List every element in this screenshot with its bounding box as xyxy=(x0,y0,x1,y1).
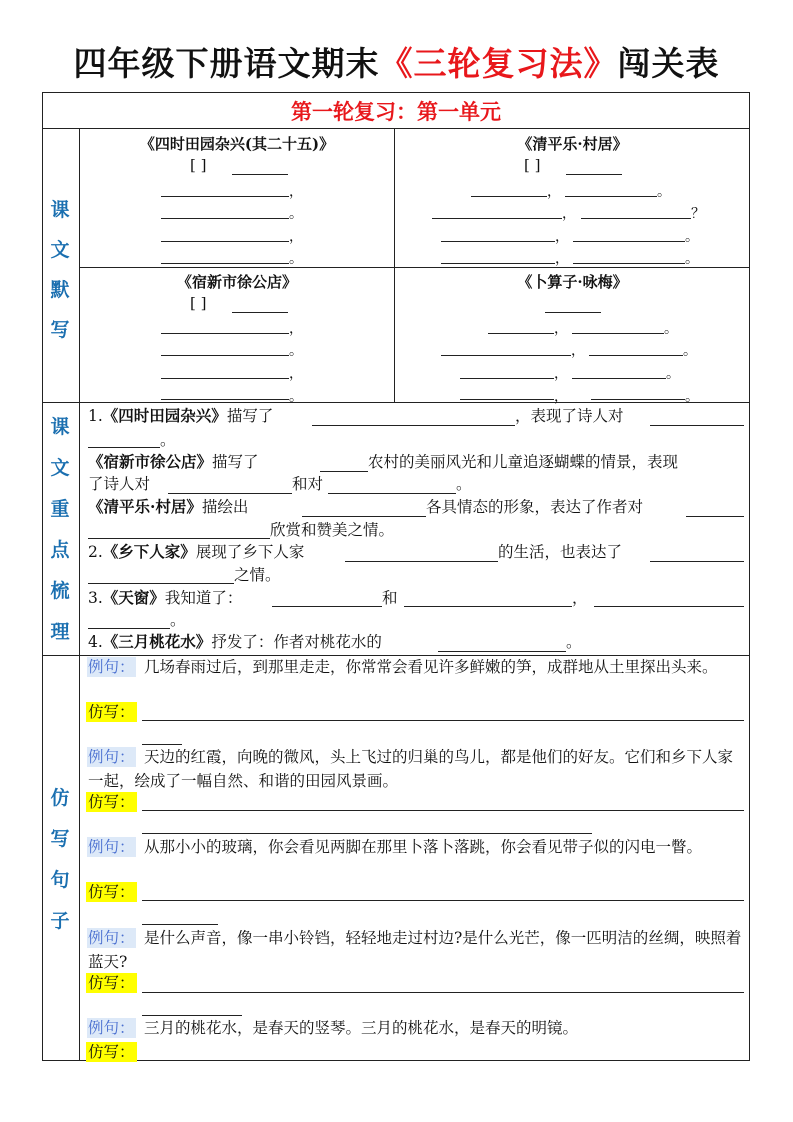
blank-line[interactable] xyxy=(572,378,666,379)
blank-line[interactable] xyxy=(432,218,562,219)
blank-line[interactable] xyxy=(88,628,170,629)
decor-line xyxy=(142,833,592,834)
blank-line[interactable] xyxy=(471,196,547,197)
imitate-label: 仿写： xyxy=(88,793,135,811)
example-label: 例句： xyxy=(88,748,135,766)
blank-line[interactable] xyxy=(161,378,289,379)
imitate-label: 仿写： xyxy=(88,974,135,992)
answer-line[interactable] xyxy=(142,900,744,901)
poem-title: 《宿新市徐公店》 xyxy=(176,273,297,291)
blank-line[interactable] xyxy=(161,399,289,400)
title-highlight: 《三轮复习法》 xyxy=(379,44,618,83)
blank-line[interactable] xyxy=(272,606,382,607)
blank-line[interactable] xyxy=(88,447,160,448)
unit-title: 第一轮复习：第一单元 xyxy=(291,100,501,124)
worksheet-table xyxy=(42,92,750,1061)
answer-line[interactable] xyxy=(142,810,744,811)
author-blank[interactable] xyxy=(232,174,288,175)
blank-line[interactable] xyxy=(686,516,744,517)
blank-line[interactable] xyxy=(650,561,744,562)
author-blank[interactable] xyxy=(566,174,622,175)
summary-line-5: 3.《天窗》我知道了： xyxy=(88,588,243,607)
blank-line[interactable] xyxy=(572,333,664,334)
blank-line[interactable] xyxy=(438,651,566,652)
blank-line[interactable] xyxy=(441,263,555,264)
blank-line[interactable] xyxy=(650,425,744,426)
example-label: 例句： xyxy=(88,1019,135,1037)
title-suffix: 闯关表 xyxy=(617,44,720,83)
page-title xyxy=(0,38,793,85)
poem-title: 《四时田园杂兴(其二十五)》 xyxy=(139,135,335,153)
example-label: 例句： xyxy=(88,658,135,676)
blank-line[interactable] xyxy=(302,516,426,517)
blank-line[interactable] xyxy=(161,196,289,197)
example-sentence: 是什么声音，像一串小铃铛，轻轻地走过村边?是什么光芒，像一匹明洁的丝绸，映照着蓝天? xyxy=(88,929,742,971)
author-bracket: [ ] xyxy=(524,156,541,174)
blank-line[interactable] xyxy=(345,561,498,562)
blank-line[interactable] xyxy=(404,606,572,607)
answer-line[interactable] xyxy=(142,1060,664,1061)
answer-line[interactable] xyxy=(142,992,744,993)
summary-line-1: 1.《四时田园杂兴》描写了 xyxy=(88,406,274,425)
blank-line[interactable] xyxy=(460,399,554,400)
blank-line[interactable] xyxy=(88,583,234,584)
section-label-recite: 课 文 默 写 xyxy=(50,199,70,341)
summary-line-2: 《宿新市徐公店》描写了 xyxy=(88,452,259,471)
blank-line[interactable] xyxy=(594,606,744,607)
example-label: 例句： xyxy=(88,929,135,947)
imitate-label: 仿写： xyxy=(88,883,135,901)
blank-line[interactable] xyxy=(441,355,571,356)
poem-title: 《清平乐·村居》 xyxy=(517,135,628,153)
section-label-summary: 课 文 重 点 梳 理 xyxy=(50,416,70,643)
example-sentence: 几场春雨过后，到那里走走，你常常会看见许多鲜嫩的笋，成群地从土里探出头来。 xyxy=(144,658,718,676)
blank-line[interactable] xyxy=(573,241,685,242)
author-blank[interactable] xyxy=(545,312,601,313)
blank-line[interactable] xyxy=(161,241,289,242)
blank-line[interactable] xyxy=(488,333,554,334)
poem-divider xyxy=(79,267,750,268)
answer-line[interactable] xyxy=(142,720,744,721)
blank-line[interactable] xyxy=(168,493,292,494)
blank-line[interactable] xyxy=(573,263,685,264)
poem-divider xyxy=(394,128,395,402)
blank-line[interactable] xyxy=(328,493,456,494)
title-prefix: 四年级下册语文期末 xyxy=(73,44,380,83)
decor-line xyxy=(142,924,218,925)
imitate-label: 仿写： xyxy=(88,1043,135,1061)
blank-line[interactable] xyxy=(161,355,289,356)
example-label: 例句： xyxy=(88,838,135,856)
blank-line[interactable] xyxy=(88,538,270,539)
author-bracket: [ ] xyxy=(190,294,207,312)
imitate-label: 仿写： xyxy=(88,703,135,721)
poem-title: 《卜算子·咏梅》 xyxy=(517,273,628,291)
author-blank[interactable] xyxy=(232,312,288,313)
blank-line[interactable] xyxy=(320,471,368,472)
blank-line[interactable] xyxy=(581,218,691,219)
blank-line[interactable] xyxy=(161,263,289,264)
blank-line[interactable] xyxy=(161,218,289,219)
author-bracket: [ ] xyxy=(190,156,207,174)
row-divider xyxy=(42,402,750,403)
example-sentence: 从那小小的玻璃，你会看见两脚在那里卜落卜落跳，你会看见带子似的闪电一瞥。 xyxy=(144,838,703,856)
blank-line[interactable] xyxy=(312,425,515,426)
row-divider xyxy=(42,128,750,129)
summary-line-4: 2.《乡下人家》展现了乡下人家 xyxy=(88,542,305,561)
example-sentence: 三月的桃花水，是春天的竖琴。三月的桃花水，是春天的明镜。 xyxy=(144,1019,579,1037)
example-sentence: 天边的红霞，向晚的微风，头上飞过的归巢的鸟儿，都是他们的好友。它们和乡下人家一起，绘成了一幅自然、和谐的田园风景画。 xyxy=(88,748,734,790)
section-label-imitate: 仿 写 句 子 xyxy=(50,787,70,932)
blank-line[interactable] xyxy=(161,333,289,334)
summary-line-3: 《清平乐·村居》描绘出 xyxy=(88,497,249,516)
summary-line-6: 4.《三月桃花水》抒发了：作者对桃花水的 xyxy=(88,632,382,651)
blank-line[interactable] xyxy=(589,355,683,356)
blank-line[interactable] xyxy=(565,196,657,197)
blank-line[interactable] xyxy=(441,241,555,242)
blank-line[interactable] xyxy=(591,399,685,400)
blank-line[interactable] xyxy=(460,378,554,379)
